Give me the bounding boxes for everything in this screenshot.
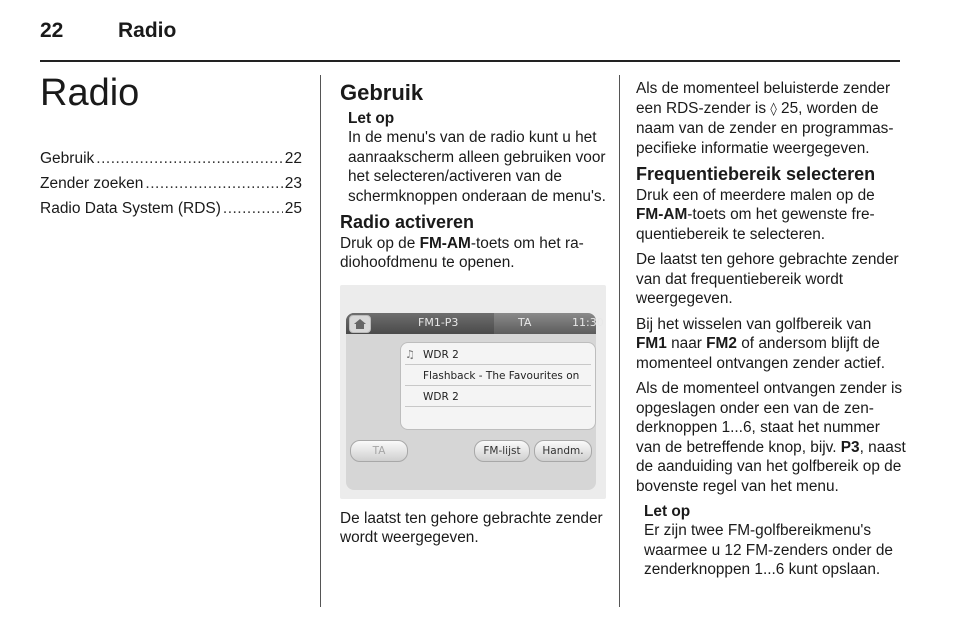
text-run: Druk een of meerdere malen op de bbox=[636, 186, 875, 204]
text-run: Druk op de bbox=[340, 234, 420, 252]
header-rule bbox=[40, 60, 900, 62]
toc-leader-dots bbox=[223, 200, 283, 218]
subheading: Radio activeren bbox=[340, 212, 475, 233]
figure-top-bar bbox=[346, 313, 604, 334]
toc-entry-page: 22 bbox=[284, 150, 302, 167]
paragraph bbox=[340, 234, 606, 273]
chapter-title: Radio bbox=[40, 72, 140, 114]
paragraph bbox=[636, 315, 906, 374]
figure-station-list bbox=[400, 342, 596, 430]
note-box bbox=[348, 109, 606, 206]
radio-screen-figure bbox=[340, 285, 606, 499]
figure-manual-button: Handm. bbox=[534, 440, 592, 462]
toc-entry-page: 23 bbox=[284, 175, 302, 192]
paragraph bbox=[636, 79, 906, 158]
paragraph: De laatst ten gehore gebrachte zender van dat frequentiebereik wordt weergegeven. bbox=[636, 251, 899, 308]
figure-fm-list-button: FM-lijst bbox=[474, 440, 530, 462]
toc-entry[interactable] bbox=[40, 150, 302, 175]
section-heading: Gebruik bbox=[340, 80, 424, 105]
text-run: -toets om het gewenste frequentiebereik te selecteren. bbox=[636, 206, 875, 243]
toc-leader-dots bbox=[96, 150, 282, 168]
key-name: FM-AM bbox=[636, 206, 688, 224]
key-name: FM1 bbox=[636, 335, 667, 353]
column-right bbox=[636, 79, 906, 586]
text-run: Als de momenteel ontvangen zender is opgeslagen onder een van de zenderknoppen 1...6, staat het nummer van de betreffende knop, bijv. bbox=[636, 380, 903, 456]
key-name: FM-AM bbox=[419, 234, 471, 252]
text-run: naar bbox=[666, 335, 707, 353]
toc-entry-label: Radio Data System (RDS) bbox=[40, 200, 221, 217]
list-item bbox=[405, 367, 591, 386]
figure-station-label: FM1-P3 bbox=[418, 315, 459, 329]
text-run: 25, worden de naam van de zender en programmaspecifieke informatie weergegeven. bbox=[636, 99, 894, 157]
column-middle bbox=[340, 80, 606, 554]
paragraph bbox=[636, 379, 906, 496]
text-run: of andersom blijft de momenteel ontvangen zender actief. bbox=[636, 335, 885, 372]
toc-entry[interactable] bbox=[40, 200, 302, 225]
figure-ta-label: TA bbox=[518, 315, 532, 329]
list-item-text: WDR 2 bbox=[423, 348, 459, 361]
column-divider bbox=[320, 75, 321, 607]
note-text: Er zijn twee FM-golfbereikmenu's waarmee u 12 FM-zenders onder de zenderknoppen 1...6 kunt opslaan. bbox=[644, 522, 893, 579]
music-note-icon: ♫ bbox=[405, 347, 415, 361]
toc-entry-label: Zender zoeken bbox=[40, 175, 144, 192]
page-reference-arrow-icon: ◊ bbox=[770, 101, 777, 117]
text-run: , naast de aanduiding van het golfbereik op de bovenste regel van het menu. bbox=[636, 438, 906, 495]
list-item bbox=[405, 388, 591, 407]
paragraph bbox=[636, 186, 906, 245]
key-name: P3 bbox=[840, 438, 860, 456]
text-run: -toets om het radiohoofdmenu te openen. bbox=[340, 234, 584, 272]
column-divider bbox=[619, 75, 620, 607]
note-box bbox=[644, 502, 906, 580]
list-item-text: WDR 2 bbox=[423, 390, 459, 403]
home-icon bbox=[349, 315, 371, 333]
running-header: Radio bbox=[118, 19, 177, 42]
text-run: Als de momenteel beluisterde zender een RDS-zender is bbox=[636, 80, 891, 117]
paragraph: De laatst ten gehore gebrachte zender wordt weergegeven. bbox=[340, 509, 603, 547]
page-number: 22 bbox=[40, 19, 64, 42]
figure-clock: 11:30 bbox=[572, 315, 604, 329]
note-text: In de menu's van de radio kunt u het aanraakscherm alleen gebruiken voor het selecteren/activeren van de schermknoppen onderaan de menu's. bbox=[348, 129, 606, 205]
text-run: Bij het wisselen van golfbereik van bbox=[636, 315, 872, 333]
list-item-text: Flashback - The Favourites on bbox=[423, 369, 580, 382]
figure-ta-button: TA bbox=[350, 440, 408, 462]
subheading: Frequentiebereik selecteren bbox=[636, 164, 876, 184]
note-title: Let op bbox=[644, 503, 691, 521]
key-name: FM2 bbox=[706, 335, 737, 353]
toc-entry[interactable] bbox=[40, 175, 302, 200]
figure-body bbox=[346, 334, 596, 490]
toc-entry-page: 25 bbox=[284, 200, 302, 217]
toc-leader-dots bbox=[145, 175, 282, 193]
toc-entry-label: Gebruik bbox=[40, 150, 95, 167]
list-item bbox=[405, 346, 591, 365]
table-of-contents bbox=[40, 150, 302, 225]
note-title: Let op bbox=[348, 110, 395, 128]
